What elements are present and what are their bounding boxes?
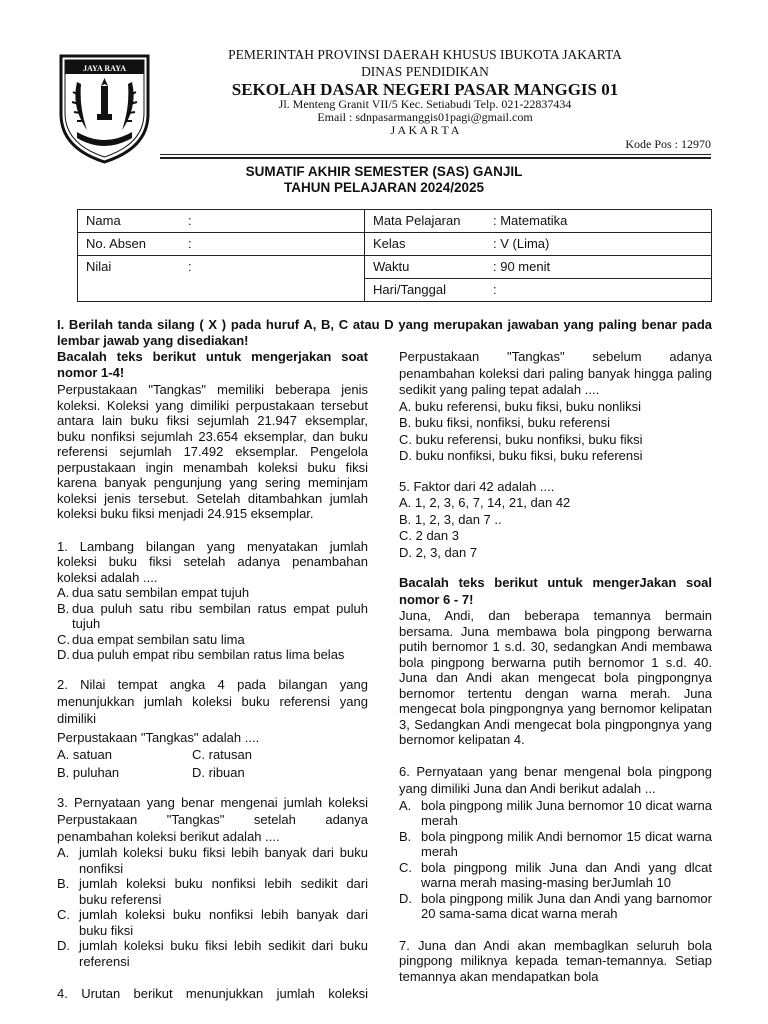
- q6-option-b[interactable]: B. bola pingpong milik Andi bernomor 15 dicat warna merah: [399, 828, 712, 859]
- q2-option-b[interactable]: B. puluhan: [57, 764, 120, 780]
- exam-title: SUMATIF AKHIR SEMESTER (SAS) GANJIL: [245, 164, 523, 179]
- name-field[interactable]: :: [188, 213, 192, 228]
- header-city: J A K A R T A: [390, 123, 460, 137]
- q1-option-d[interactable]: D. dua puluh empat ribu sembilan ratus lima belas: [57, 647, 345, 662]
- q1-option-a[interactable]: A. dua satu sembilan empat tujuh: [57, 585, 250, 600]
- subject-label: Mata Pelajaran: [373, 213, 461, 228]
- question-3: 3. Pernyataan yang benar mengenai jumlah koleksi Perpustakaan "Tangkas" setelah adanya penambahan koleksi berikut adalah ....: [57, 795, 368, 844]
- header-email: Email : sdnpasarmanggis01pagi@gmail.com: [317, 110, 533, 124]
- q5-option-c[interactable]: C. 2 dan 3: [399, 528, 459, 543]
- q5-option-a[interactable]: A. 1, 2, 3, 6, 7, 14, 21, dan 42: [399, 495, 571, 510]
- question-2: 2. Nilai tempat angka 4 pada bilangan yang menunjukkan jumlah koleksi buku referensi yang dimiliki: [57, 676, 368, 726]
- q4-option-b[interactable]: B. buku fiksi, nonfiksi, buku referensi: [399, 415, 610, 430]
- header-divider: [160, 154, 711, 155]
- date-label: Hari/Tanggal: [373, 282, 446, 297]
- logo-motto: JAYA RAYA: [82, 64, 127, 73]
- q2-option-a[interactable]: A. satuan: [57, 747, 112, 762]
- exam-year: TAHUN PELAJARAN 2024/2025: [283, 180, 485, 195]
- student-info-table: [77, 209, 712, 302]
- header-postal-code: Kode Pos : 12970: [625, 137, 711, 151]
- q6-option-a[interactable]: A. bola pingpong milik Juna bernomor 10 dicat warna merah: [399, 797, 712, 828]
- q6-option-c[interactable]: C. bola pingpong milik Juna dan Andi yang dlcat warna merah masing-masing berJumlah 10: [399, 859, 712, 890]
- q3-option-a[interactable]: A. jumlah koleksi buku fiksi lebih banyak dari buku nonfiksi: [57, 845, 368, 876]
- class-label: Kelas: [373, 236, 406, 251]
- q3-option-b[interactable]: B. jumlah koleksi buku nonfiksi lebih sedikit dari buku referensi: [57, 876, 368, 907]
- right-column: [399, 349, 712, 984]
- header-divider-thick: [160, 157, 711, 159]
- q3-option-c[interactable]: C. jumlah koleksi buku nonfiksi lebih banyak dari buku fiksi: [57, 907, 368, 938]
- score-field[interactable]: :: [188, 259, 192, 274]
- passage1-heading: Bacalah teks berikut untuk mengerjakan soat nomor 1-4!: [57, 349, 368, 380]
- header-address: Jl. Menteng Granit VII/5 Kec. Setiabudi Telp. 021-22837434: [278, 97, 572, 111]
- q5-option-b[interactable]: B. 1, 2, 3, dan 7 ..: [399, 511, 502, 527]
- q1-option-c[interactable]: C. dua empat sembilan satu lima: [57, 631, 245, 647]
- name-label: Nama: [86, 213, 121, 228]
- absen-label: No. Absen: [86, 236, 146, 251]
- question-4-cont: Perpustakaan "Tangkas" sebelum adanya penambahan koleksi dari paling banyak hingga paling sedikit yang paling tepat adalah ....: [399, 349, 712, 397]
- absen-field[interactable]: :: [188, 236, 192, 251]
- passage1-text: Perpustakaan "Tangkas" memiliki beberapa jenis koleksi. Koleksi yang dimiliki perpustakaan tersebut antara lain buku fiksi sejumlah 21.947 eksemplar, buku nonfiksi sejumlah 23.654 eksemplar, dan buku referensi sejumlah 17.492 eksemplar. Pengelola perpustakaan ingin menambah koleksi buku fiksi karena banyak pengunjung yang sering meminjam koleksi jenis tersebut. Setelah ditambahkan jumlah koleksi buku fiksi menjadi 24.915 eksemplar.: [57, 382, 368, 521]
- q6-option-d[interactable]: D. bola pingpong milik Juna dan Andi yang barnomor 20 sama-sama dicat warna merah: [399, 890, 712, 921]
- date-field[interactable]: :: [493, 282, 497, 297]
- q3-option-d[interactable]: D. jumlah koleksi buku fiksi lebih sedikit dari buku referensi: [57, 938, 368, 969]
- section-instruction: I. Berilah tanda silang ( X ) pada huruf A, B, C atau D yang merupakan jawaban yang paling benar pada lembar jawab yang disediakan!: [57, 317, 712, 348]
- subject-value: : Matematika: [493, 213, 568, 228]
- q4-option-d[interactable]: D. buku nonfiksi, buku fiksi, buku referensi: [399, 448, 643, 463]
- time-label: Waktu: [373, 259, 410, 274]
- score-label: Nilai: [86, 259, 112, 274]
- question-2-cont: Perpustakaan "Tangkas" adalah ....: [57, 729, 260, 745]
- q5-option-d[interactable]: D. 2, 3, dan 7: [399, 544, 478, 560]
- question-7: 7. Juna dan Andi akan membaglkan seluruh bola pingpong miliknya kepada teman-temannya. Setiap temannya akan mendapatkan bola: [399, 937, 712, 984]
- question-5: 5. Faktor dari 42 adalah ....: [399, 478, 555, 494]
- q2-option-d[interactable]: D. ribuan: [192, 764, 245, 780]
- class-value: : V (Lima): [493, 236, 550, 251]
- time-value: : 90 menit: [493, 259, 551, 274]
- left-column: [57, 349, 368, 1002]
- header-school-name: SEKOLAH DASAR NEGERI PASAR MANGGIS 01: [231, 80, 619, 99]
- question-6: 6. Pernyataan yang benar mengenal bola pingpong yang dimiliki Juna dan Andi berikut adalah ...: [399, 763, 712, 796]
- q1-option-b[interactable]: B. dua puluh satu ribu sembilan ratus empat puluh tujuh: [57, 600, 368, 631]
- question-1: 1. Lambang bilangan yang menyatakan jumlah koleksi buku fiksi setelah adanya penambahan koleksi adalah ....: [57, 538, 368, 585]
- jakarta-emblem-logo: [57, 52, 152, 164]
- passage2-text: Juna, Andi, dan beberapa temannya bermain bersama. Juna membawa bola pingpong berwarna putih bernomor 1 s.d. 30, sedangkan Andi membawa bola pingpong berwarna putih bernomor 1 s.d. 40. Juna dan Andi akan mengecat bola pingpongnya bernomor tertentu dengan warna merah. Juna mengecat bola pingpongnya yang bernomor kelipatan 3, Sedangkan Andi mengecat bola pingpongnya yang bernomor kelipatan 4.: [399, 608, 712, 747]
- header-department: DINAS PENDIDIKAN: [361, 64, 489, 79]
- q4-option-c[interactable]: C. buku referensi, buku nonfiksi, buku fiksi: [399, 431, 643, 447]
- q4-option-a[interactable]: A. buku referensi, buku fiksi, buku nonliksi: [399, 398, 642, 414]
- header-government: PEMERINTAH PROVINSI DAERAH KHUSUS IBUKOTA JAKARTA: [228, 47, 622, 62]
- passage2-heading: Bacalah teks berikut untuk mengerJakan soal nomor 6 - 7!: [399, 575, 712, 607]
- q2-option-c[interactable]: C. ratusan: [192, 747, 252, 762]
- question-4: 4. Urutan berikut menunjukkan jumlah koleksi: [57, 986, 368, 1001]
